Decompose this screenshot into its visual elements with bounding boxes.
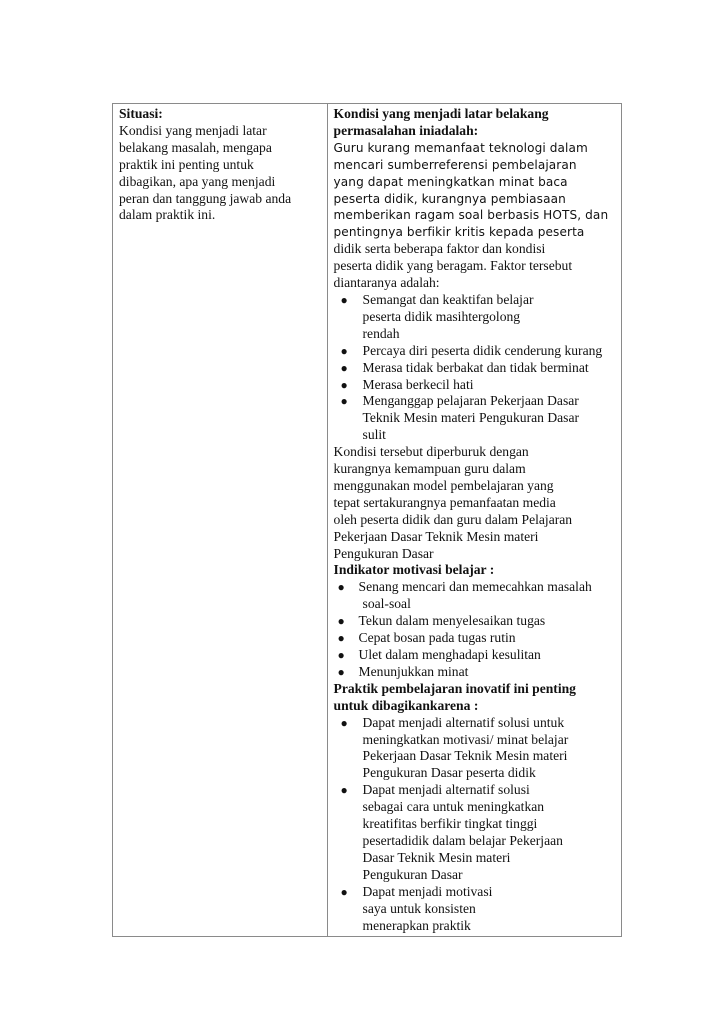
bullet-icon: ● bbox=[340, 343, 348, 358]
text-line: pesertadidik dalam belajar Pekerjaan bbox=[362, 832, 563, 848]
text-line: meningkatkan motivasi/ minat belajar bbox=[362, 731, 569, 747]
text-line: Kondisi yang menjadi latar bbox=[119, 122, 267, 138]
situasi-title: Situasi: bbox=[119, 106, 163, 121]
text-line: peserta didik masihtergolong bbox=[362, 308, 521, 324]
text-line: Percaya diri peserta didik cenderung kurang bbox=[362, 342, 603, 358]
text-line: Senang mencari dan memecahkan masalah bbox=[358, 579, 592, 595]
text-line: memberikan ragam soal berbasis HOTS, dan bbox=[333, 208, 609, 223]
importance-heading bbox=[334, 681, 615, 715]
text-line: Menunjukkan minat bbox=[358, 663, 469, 679]
list-item bbox=[334, 664, 615, 681]
heading-line: Praktik pembelajaran inovatif ini penting bbox=[333, 680, 576, 696]
list-item bbox=[334, 377, 615, 394]
text-line: oleh peserta didik dan guru dalam Pelajaran bbox=[333, 511, 573, 527]
list-item bbox=[334, 343, 615, 360]
text-line: Pengukuran Dasar bbox=[362, 866, 463, 882]
text-line: Teknik Mesin materi Pengukuran Dasar bbox=[362, 410, 580, 426]
text-line: peserta didik yang beragam. Faktor tersebut bbox=[333, 258, 573, 274]
text-line: Pekerjaan Dasar Teknik Mesin materi bbox=[333, 528, 539, 544]
bullet-icon: ● bbox=[340, 292, 348, 307]
list-item bbox=[334, 360, 615, 377]
text-line: Ulet dalam menghadapi kesulitan bbox=[358, 647, 541, 662]
intro-paragraph-sans bbox=[334, 140, 615, 241]
text-line: Merasa berkecil hati bbox=[362, 376, 474, 392]
text-line: peserta didik, kurangnya pembiasaan bbox=[333, 191, 566, 206]
text-line: Dapat menjadi alternatif solusi untuk bbox=[362, 714, 565, 730]
text-line: belakang masalah, mengapa bbox=[119, 139, 272, 155]
list-item bbox=[334, 782, 615, 883]
reasons-list bbox=[334, 715, 615, 935]
bullet-icon: ● bbox=[340, 715, 348, 730]
list-item bbox=[334, 647, 615, 664]
text-line: Pengukuran Dasar bbox=[333, 545, 434, 561]
text-line: soal-soal bbox=[362, 596, 411, 612]
right-cell-content bbox=[327, 104, 621, 937]
text-line: Kondisi tersebut diperburuk dengan bbox=[333, 444, 529, 460]
text-line: Guru kurang memanfaat teknologi dalam bbox=[333, 140, 588, 155]
heading-line: untuk dibagikankarena : bbox=[333, 697, 479, 713]
indicators-heading: Indikator motivasi belajar : bbox=[333, 562, 495, 578]
bullet-icon: ● bbox=[337, 580, 345, 595]
text-line: pentingnya berfikir kritis kepada peserta bbox=[333, 225, 585, 240]
bullet-icon: ● bbox=[337, 614, 345, 629]
text-line: didik serta beberapa faktor dan kondisi bbox=[333, 241, 546, 257]
factors-list bbox=[334, 292, 615, 444]
text-line: mencari sumberreferensi pembelajaran bbox=[333, 157, 577, 172]
text-line: Dasar Teknik Mesin materi bbox=[362, 849, 511, 865]
text-line: Merasa tidak berbakat dan tidak berminat bbox=[362, 359, 589, 375]
text-line: dalam praktik ini. bbox=[119, 207, 216, 223]
text-line: peran dan tanggung jawab anda bbox=[119, 190, 292, 206]
text-line: kreatifitas berfikir tingkat tinggi bbox=[362, 816, 538, 832]
bullet-icon: ● bbox=[340, 394, 348, 409]
bullet-icon: ● bbox=[337, 631, 345, 646]
list-item bbox=[334, 292, 615, 343]
list-item bbox=[334, 715, 615, 783]
text-line: Semangat dan keaktifan belajar bbox=[362, 291, 534, 307]
intro-paragraph-serif bbox=[334, 241, 615, 292]
list-item bbox=[334, 393, 615, 444]
text-line: menggunakan model pembelajaran yang bbox=[333, 477, 554, 493]
background-heading bbox=[334, 106, 615, 140]
text-line: kurangnya kemampuan guru dalam bbox=[333, 461, 526, 477]
table-row bbox=[113, 104, 622, 937]
bullet-icon: ● bbox=[337, 648, 345, 662]
text-line: Pengukuran Dasar peserta didik bbox=[362, 765, 536, 781]
text-line: yang dapat meningkatkan minat baca bbox=[333, 174, 568, 189]
list-item bbox=[334, 613, 615, 630]
worsened-paragraph bbox=[334, 444, 615, 562]
situation-table bbox=[112, 103, 622, 937]
heading-line: permasalahan iniadalah: bbox=[333, 122, 479, 138]
situasi-description bbox=[119, 123, 321, 224]
bullet-icon: ● bbox=[340, 377, 348, 392]
text-line: sebagai cara untuk meningkatkan bbox=[362, 799, 545, 815]
bullet-icon: ● bbox=[340, 783, 348, 798]
indicators-list bbox=[334, 579, 615, 680]
left-cell-situasi bbox=[113, 104, 328, 937]
text-line: Cepat bosan pada tugas rutin bbox=[358, 630, 516, 646]
bullet-icon: ● bbox=[337, 664, 345, 679]
text-line: saya untuk konsisten bbox=[362, 900, 476, 916]
text-line: praktik ini penting untuk bbox=[119, 156, 254, 172]
text-line: menerapkan praktik bbox=[362, 917, 471, 933]
bullet-icon: ● bbox=[340, 360, 348, 375]
text-line: dibagikan, apa yang menjadi bbox=[119, 173, 276, 189]
bullet-icon: ● bbox=[340, 884, 348, 899]
text-line: Tekun dalam menyelesaikan tugas bbox=[358, 613, 546, 629]
text-line: Pekerjaan Dasar Teknik Mesin materi bbox=[362, 748, 568, 764]
text-line: sulit bbox=[362, 427, 386, 443]
list-item bbox=[334, 630, 615, 647]
text-line: Dapat menjadi alternatif solusi bbox=[362, 782, 530, 798]
text-line: tepat sertakurangnya pemanfaatan media bbox=[333, 494, 556, 510]
text-line: rendah bbox=[362, 325, 400, 341]
text-line: Menganggap pelajaran Pekerjaan Dasar bbox=[362, 393, 579, 409]
text-line: diantaranya adalah: bbox=[333, 275, 440, 291]
list-item bbox=[334, 884, 615, 935]
list-item bbox=[334, 579, 615, 613]
text-line: Dapat menjadi motivasi bbox=[362, 883, 493, 899]
heading-line: Kondisi yang menjadi latar belakang bbox=[333, 106, 549, 121]
